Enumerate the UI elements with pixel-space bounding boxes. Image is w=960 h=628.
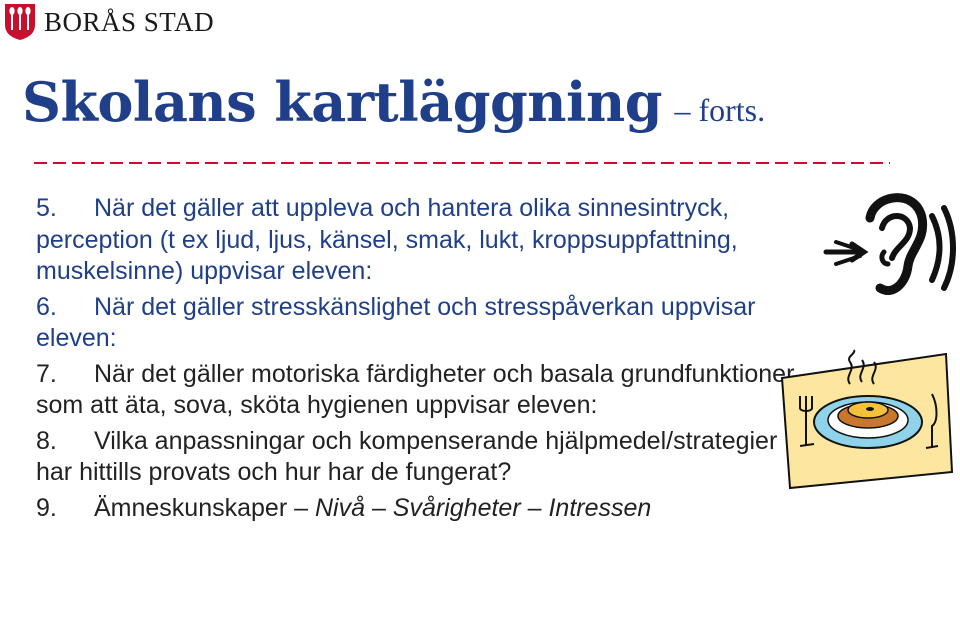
item-number: 5.: [36, 194, 57, 222]
item-part: Nivå: [314, 493, 365, 522]
borås-crest-icon: [4, 3, 36, 41]
item-text: När det gäller att uppleva och hantera olika sinnesintryck, perception (t ex ljud, ljus, känsel, smak, lukt, kroppsuppfattning, muskelsinne) uppvisar eleven:: [36, 194, 738, 285]
list-item: [36, 426, 806, 489]
list-item: [36, 292, 806, 355]
dashed-divider: [34, 160, 894, 166]
list-item: [36, 493, 806, 525]
list-item: [36, 359, 806, 422]
list-item: [36, 193, 806, 288]
plate-of-food-icon: [776, 348, 954, 494]
item-number: 6.: [36, 292, 57, 321]
item-part: Ämneskunskaper: [94, 493, 288, 522]
item-number: 7.: [36, 359, 57, 388]
ear-listening-icon: [822, 188, 958, 308]
logo-text: BORÅS STAD: [44, 6, 215, 37]
borås-stad-logo: [4, 2, 214, 42]
question-list: [36, 193, 806, 528]
item-text: När det gäller stresskänslighet och stresspåverkan uppvisar eleven:: [36, 292, 756, 352]
item-text: När det gäller motoriska färdigheter och basala grundfunktioner som att äta, sova, sköta hygienen uppvisar eleven:: [36, 359, 795, 419]
item-part: Svårigheter: [392, 493, 521, 522]
item-text: Vilka anpassningar och kompenserande hjälpmedel/strategier har hittills provats och hur har de fungerat?: [36, 426, 778, 486]
item-number: 9.: [36, 493, 57, 522]
title-subtitle: – forts.: [674, 92, 766, 128]
slide-title: [22, 70, 765, 134]
item-dash: –: [294, 493, 309, 522]
item-dash: –: [527, 493, 542, 522]
item-part: Intressen: [548, 493, 652, 522]
item-dash: –: [371, 493, 386, 522]
item-number: 8.: [36, 426, 57, 455]
title-main: Skolans kartläggning: [22, 70, 663, 134]
